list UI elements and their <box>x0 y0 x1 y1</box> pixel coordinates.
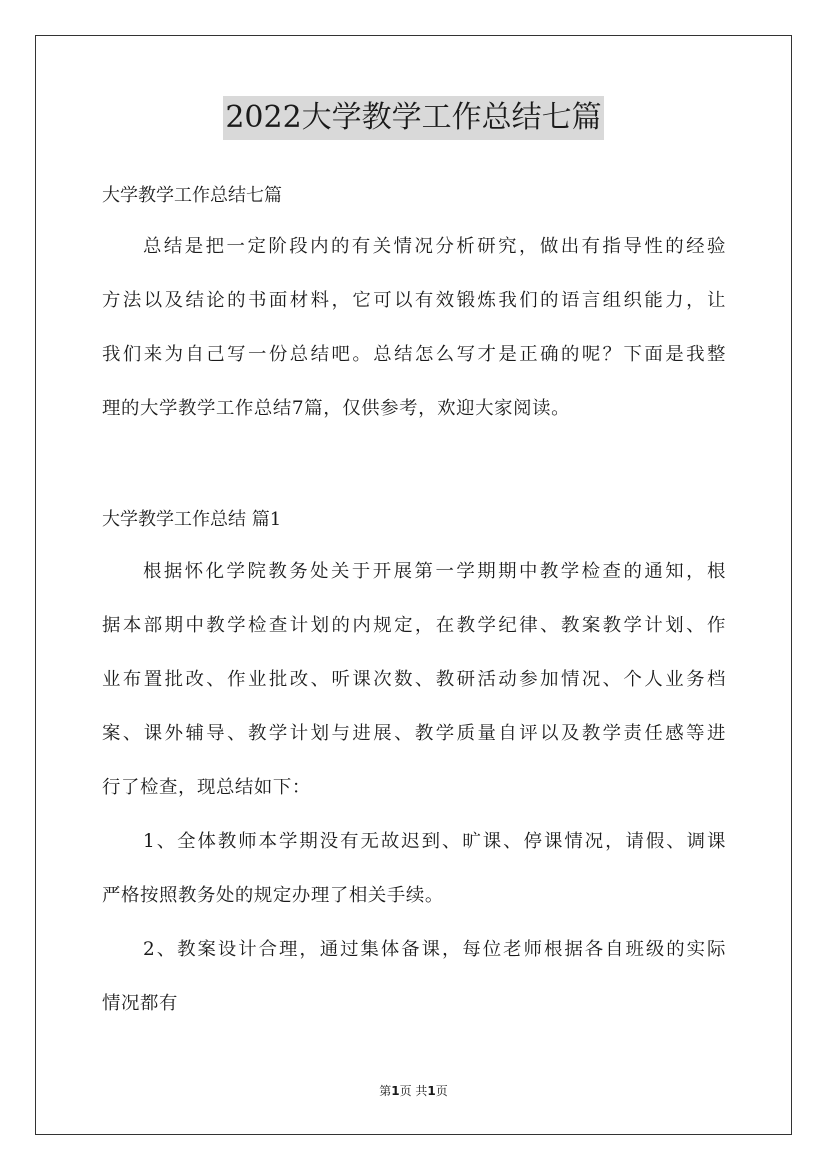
footer-mid: 页 共 <box>399 1084 428 1098</box>
section1-paragraph-1 <box>102 545 726 815</box>
footer-suffix: 页 <box>435 1084 448 1098</box>
paragraph-line: 情况都有 <box>102 993 178 1014</box>
document-title <box>0 96 827 140</box>
paragraph-line: 行了检查，现总结如下： <box>102 777 311 798</box>
footer-prefix: 第 <box>379 1084 392 1098</box>
intro-paragraph <box>102 220 726 436</box>
section1-paragraph-3 <box>102 923 726 1031</box>
footer-page-total: 1 <box>427 1084 436 1098</box>
intro-heading: 大学教学工作总结七篇 <box>102 185 282 206</box>
paragraph-line: 1、全体教师本学期没有无故迟到、旷课、停课情况，请假、调课 <box>143 831 726 852</box>
paragraph-line: 案、课外辅导、教学计划与进展、教学质量自评以及教学责任感等进 <box>102 723 726 744</box>
paragraph-line: 我们来为自己写一份总结吧。总结怎么写才是正确的呢？下面是我整 <box>102 344 726 365</box>
section1-heading: 大学教学工作总结 篇1 <box>102 509 282 530</box>
paragraph-line: 方法以及结论的书面材料，它可以有效锻炼我们的语言组织能力，让 <box>102 290 726 311</box>
paragraph-line: 总结是把一定阶段内的有关情况分析研究，做出有指导性的经验 <box>143 236 726 257</box>
paragraph-line: 根据怀化学院教务处关于开展第一学期期中教学检查的通知，根 <box>143 561 726 582</box>
section1-paragraph-2 <box>102 815 726 923</box>
document-title-text: 2022大学教学工作总结七篇 <box>223 96 603 140</box>
paragraph-line: 2、教案设计合理，通过集体备课，每位老师根据各自班级的实际 <box>143 939 726 960</box>
page-footer <box>0 1083 827 1099</box>
paragraph-line: 业布置批改、作业批改、听课次数、教研活动参加情况、个人业务档 <box>102 669 726 690</box>
footer-page-current: 1 <box>391 1084 400 1098</box>
paragraph-line: 严格按照教务处的规定办理了相关手续。 <box>102 885 444 906</box>
paragraph-line: 理的大学教学工作总结7篇，仅供参考，欢迎大家阅读。 <box>102 398 571 419</box>
paragraph-line: 据本部期中教学检查计划的内规定，在教学纪律、教案教学计划、作 <box>102 615 726 636</box>
